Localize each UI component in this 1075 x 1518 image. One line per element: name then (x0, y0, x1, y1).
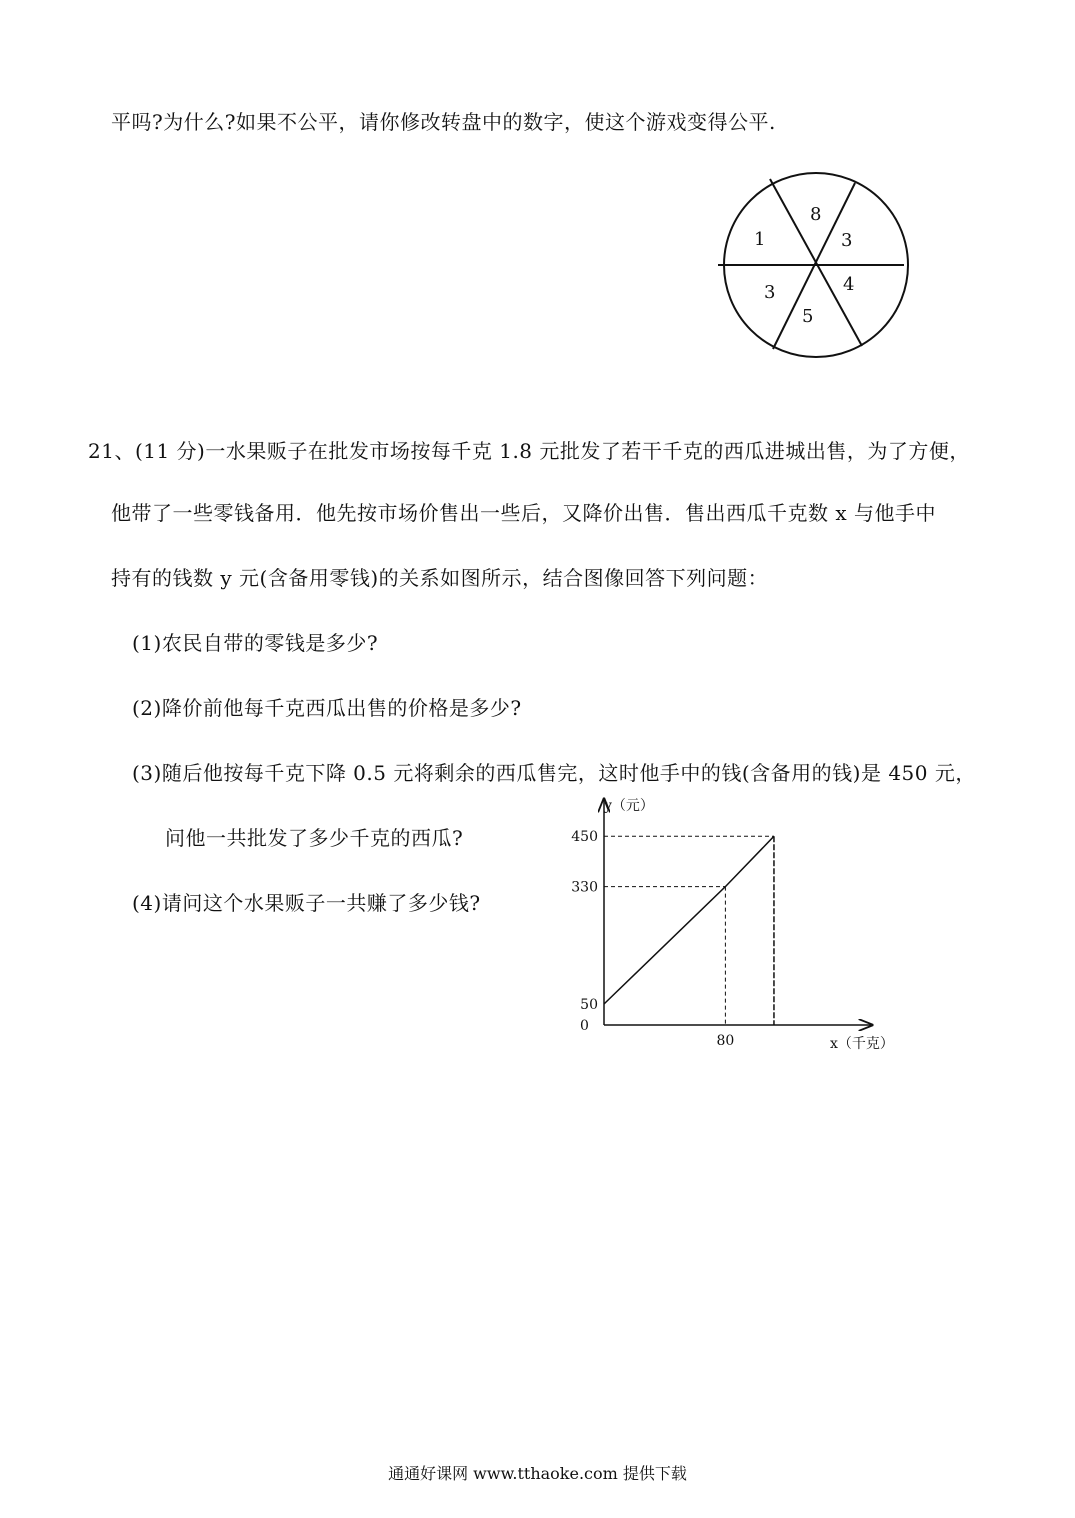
q21-subquestion-2: (2)降价前他每千克西瓜出售的价格是多少? (132, 696, 522, 720)
spinner-wheel (712, 170, 912, 360)
spinner-sector-label: 4 (843, 274, 855, 295)
q21-subquestion-3-cont: 问他一共批发了多少千克的西瓜? (165, 826, 464, 850)
y-tick-label: 330 (571, 879, 598, 896)
x-axis-label: x（千克） (830, 1036, 894, 1052)
spinner-sector-label: 3 (764, 282, 776, 303)
spinner-sector-label: 8 (810, 204, 822, 225)
y-tick-label: 50 (580, 997, 598, 1014)
q21-stem-line1: 21、(11 分)一水果贩子在批发市场按每千克 1.8 元批发了若干千克的西瓜进城出售，为了方便， (88, 439, 970, 463)
q21-stem-line2: 他带了一些零钱备用．他先按市场价售出一些后，又降价出售．售出西瓜千克数 x 与他手中 (111, 501, 936, 525)
q21-subquestion-4: (4)请问这个水果贩子一共赚了多少钱? (132, 891, 481, 915)
spinner-sector-label: 1 (754, 229, 766, 250)
q21-stem-line3: 持有的钱数 y 元(含备用零钱)的关系如图所示，结合图像回答下列问题： (111, 566, 769, 590)
footer-credit: 通通好课网 www.tthaoke.com 提供下载 (388, 1464, 687, 1483)
q21-subquestion-1: (1)农民自带的零钱是多少? (132, 631, 379, 655)
money-vs-weight-graph (560, 795, 920, 1060)
q21-subquestion-3: (3)随后他按每千克下降 0.5 元将剩余的西瓜售完，这时他手中的钱(含备用的钱)是 450 元， (132, 761, 976, 785)
x-tick-label: 80 (716, 1033, 735, 1049)
y-tick-label: 450 (571, 829, 598, 846)
spinner-sector-label: 3 (841, 230, 853, 251)
y-axis-label: y（元） (604, 798, 654, 814)
q20-continuation-text: 平吗?为什么?如果不公平，请你修改转盘中的数字，使这个游戏变得公平. (111, 110, 776, 134)
origin-label: 0 (580, 1018, 589, 1034)
spinner-sector-label: 5 (802, 306, 814, 327)
series-line (604, 836, 774, 1004)
